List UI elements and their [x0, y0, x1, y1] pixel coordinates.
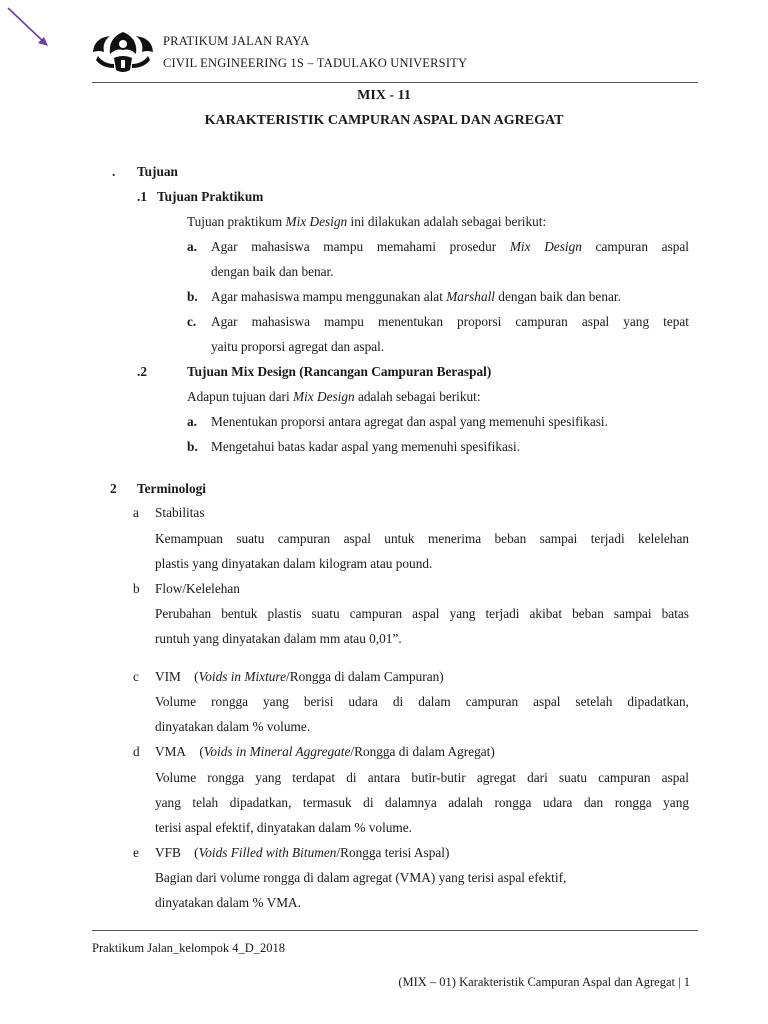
sub2-intro: Adapun tujuan dari Mix Design adalah sebagai berikut:	[187, 389, 481, 404]
footer-left: Praktikum Jalan_kelompok 4_D_2018	[92, 941, 286, 955]
mix-title: MIX - 11	[357, 88, 411, 103]
list-item: Agar mahasiswa mampu menggunakan alat Marshall dengan baik dan benar.	[211, 289, 621, 304]
list-item: Mengetahui batas kadar aspal yang memenuhi spesifikasi.	[211, 439, 521, 454]
list-item: Agar mahasiswa mampu memahami prosedur Mix Design campuran aspal	[211, 239, 689, 254]
term-definition: Kemampuan suatu campuran aspal untuk menerima beban sampai terjadi kelelehan	[155, 531, 689, 546]
item-letter: b.	[187, 289, 198, 304]
section1-number: .	[112, 164, 116, 179]
term-name: VFB (Voids Filled with Bitumen/Rongga terisi Aspal)	[155, 845, 450, 860]
footer-page-label: (MIX – 01) Karakteristik Campuran Aspal dan Agregat | 1	[398, 975, 690, 989]
term-name: VIM (Voids in Mixture/Rongga di dalam Campuran)	[155, 669, 444, 684]
list-item-cont: dengan baik dan benar.	[211, 264, 334, 279]
term-definition: Bagian dari volume rongga di dalam agregat (VMA) yang terisi aspal efektif,	[155, 870, 567, 885]
term-definition-cont: terisi aspal efektif, dinyatakan dalam % volume.	[155, 820, 412, 835]
sub1-number: .1	[137, 189, 147, 204]
header-line1: PRATIKUM JALAN RAYA	[163, 34, 310, 48]
term-definition-cont: dinyatakan dalam % volume.	[155, 719, 311, 734]
term-name: Flow/Kelelehan	[155, 581, 240, 596]
term-definition: Volume rongga yang berisi udara di dalam campuran aspal setelah dipadatkan,	[155, 694, 689, 709]
footer-divider	[92, 930, 698, 931]
term-name: Stabilitas	[155, 505, 205, 520]
header-line2: CIVIL ENGINEERING 1S – TADULAKO UNIVERSITY	[163, 56, 468, 70]
list-item: Agar mahasiswa mampu menentukan proporsi campuran aspal yang tepat	[211, 314, 689, 329]
item-letter: a.	[187, 239, 197, 254]
page-title: KARAKTERISTIK CAMPURAN ASPAL DAN AGREGAT	[204, 113, 564, 128]
list-item: Menentukan proporsi antara agregat dan aspal yang memenuhi spesifikasi.	[211, 414, 608, 429]
section1-heading: Tujuan	[137, 164, 178, 179]
section2-number: 2	[110, 481, 117, 496]
term-letter: c	[133, 669, 139, 684]
term-letter: e	[133, 845, 139, 860]
header-divider	[92, 82, 698, 83]
term-definition: Volume rongga yang terdapat di antara butir-butir agregat dari suatu campuran aspal	[155, 770, 689, 785]
term-definition-cont: runtuh yang dinyatakan dalam mm atau 0,01”.	[155, 631, 402, 646]
term-definition-cont: plastis yang dinyatakan dalam kilogram atau pound.	[155, 556, 433, 571]
sub2-heading: Tujuan Mix Design (Rancangan Campuran Beraspal)	[187, 364, 492, 379]
item-letter: c.	[187, 314, 197, 329]
corner-arrow-icon	[0, 0, 60, 60]
term-letter: d	[133, 744, 140, 759]
item-letter: b.	[187, 439, 198, 454]
sub1-heading: Tujuan Praktikum	[157, 189, 264, 204]
list-item-cont: yaitu proporsi agregat dan aspal.	[211, 339, 385, 354]
sub2-number: .2	[137, 364, 147, 379]
term-definition-cont: dinyatakan dalam % VMA.	[155, 895, 301, 910]
section2-heading: Terminologi	[137, 481, 206, 496]
term-letter: a	[133, 505, 139, 520]
sub1-intro: Tujuan praktikum Mix Design ini dilakukan adalah sebagai berikut:	[187, 214, 547, 229]
item-letter: a.	[187, 414, 197, 429]
term-definition: Perubahan bentuk plastis suatu campuran aspal yang terjadi akibat beban sampai batas	[155, 606, 689, 621]
term-name: VMA (Voids in Mineral Aggregate/Rongga di dalam Agregat)	[155, 744, 495, 759]
term-definition-cont: yang telah dipadatkan, termasuk di dalamnya adalah rongga udara dan rongga yang	[155, 795, 689, 810]
university-logo	[90, 24, 156, 76]
term-letter: b	[133, 581, 140, 596]
